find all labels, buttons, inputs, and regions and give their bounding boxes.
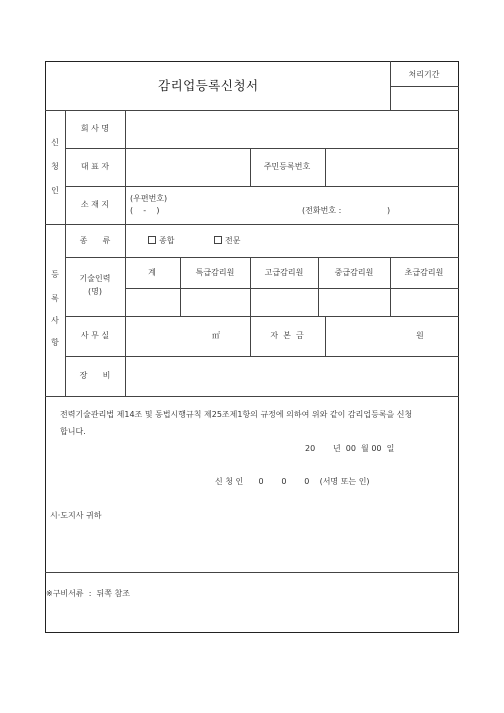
type-option-specialized-label: 전문 xyxy=(225,236,241,245)
declaration-applicant-signature: 신 청 인 0 0 0 (서명 또는 인) xyxy=(215,477,370,486)
office-unit: ㎡ xyxy=(212,331,220,340)
staff-column-total: 계 xyxy=(148,268,156,277)
applicant-section-char-3: 인 xyxy=(51,186,59,195)
form-frame xyxy=(45,61,459,633)
representative-label: 대 표 자 xyxy=(80,162,110,171)
registration-section-char-2: 록 xyxy=(51,294,59,303)
title-row-bottom-line xyxy=(45,110,459,111)
company-name-label: 회 사 명 xyxy=(80,124,110,133)
declaration-bottom-line xyxy=(45,572,459,573)
type-option-specialized[interactable] xyxy=(214,236,240,246)
registration-section-char-3: 사 xyxy=(51,316,59,325)
addressee: 시·도지사 귀하 xyxy=(50,511,102,520)
title-right-divider xyxy=(390,61,391,110)
declaration-statement-line-2: 합니다. xyxy=(60,427,86,436)
capital-unit: 원 xyxy=(416,331,424,340)
attachments-note: ※구비서류 : 뒤쪽 참조 xyxy=(46,589,130,598)
declaration-date: 20 년 00 월 00 일 xyxy=(305,444,395,453)
staff-col-divider-1 xyxy=(180,257,181,316)
phone-label: (전화번호 : ) xyxy=(302,206,391,215)
applicant-section-bottom-line xyxy=(45,224,459,225)
processing-period-divider xyxy=(390,86,459,87)
equipment-label: 장 비 xyxy=(79,371,111,380)
type-label: 종 류 xyxy=(79,236,111,245)
registration-section-bottom-line xyxy=(45,396,459,397)
capital-left-divider xyxy=(250,316,251,356)
checkbox-icon[interactable] xyxy=(148,236,156,244)
checkbox-icon[interactable] xyxy=(214,236,222,244)
registration-section-char-4: 항 xyxy=(51,338,59,347)
postal-code-format: ( - ) xyxy=(130,206,160,215)
field-label-divider xyxy=(125,110,126,396)
processing-period-label: 처리기간 xyxy=(408,70,440,79)
registration-section-char-1: 등 xyxy=(51,270,59,279)
capital-right-divider xyxy=(325,316,326,356)
staff-column-intermediate: 중급감리원 xyxy=(334,268,374,277)
staff-col-divider-3 xyxy=(318,257,319,316)
resident-number-label: 주민등록번호 xyxy=(263,162,311,171)
postal-code-label: (우편번호) xyxy=(130,194,168,203)
form-title: 감리업등록신청서 xyxy=(158,78,259,93)
address-label: 소 재 지 xyxy=(80,200,110,209)
staff-column-junior: 초급감리원 xyxy=(404,268,444,277)
technical-staff-unit: (명) xyxy=(88,287,102,296)
declaration-statement-line-1: 전력기술관리법 제14조 및 동법시행규칙 제25조제1항의 규정에 의하여 위와 같이 감리업등록을 신청 xyxy=(60,410,413,419)
applicant-section-char-2: 청 xyxy=(51,162,59,171)
capital-label: 자 본 금 xyxy=(270,331,304,340)
applicant-section-char-1: 신 xyxy=(51,138,59,147)
technical-staff-label: 기술인력 xyxy=(79,274,111,283)
type-option-comprehensive[interactable] xyxy=(148,236,174,246)
staff-column-advanced: 고급감리원 xyxy=(264,268,304,277)
staff-col-divider-4 xyxy=(390,257,391,316)
type-option-comprehensive-label: 종합 xyxy=(159,236,175,245)
section-label-divider xyxy=(65,110,66,396)
resident-number-right-divider xyxy=(325,148,326,186)
resident-number-left-divider xyxy=(250,148,251,186)
office-label: 사 무 실 xyxy=(80,331,110,340)
staff-header-bottom-line xyxy=(125,288,459,289)
staff-col-divider-2 xyxy=(250,257,251,316)
staff-column-special: 특급감리원 xyxy=(195,268,235,277)
